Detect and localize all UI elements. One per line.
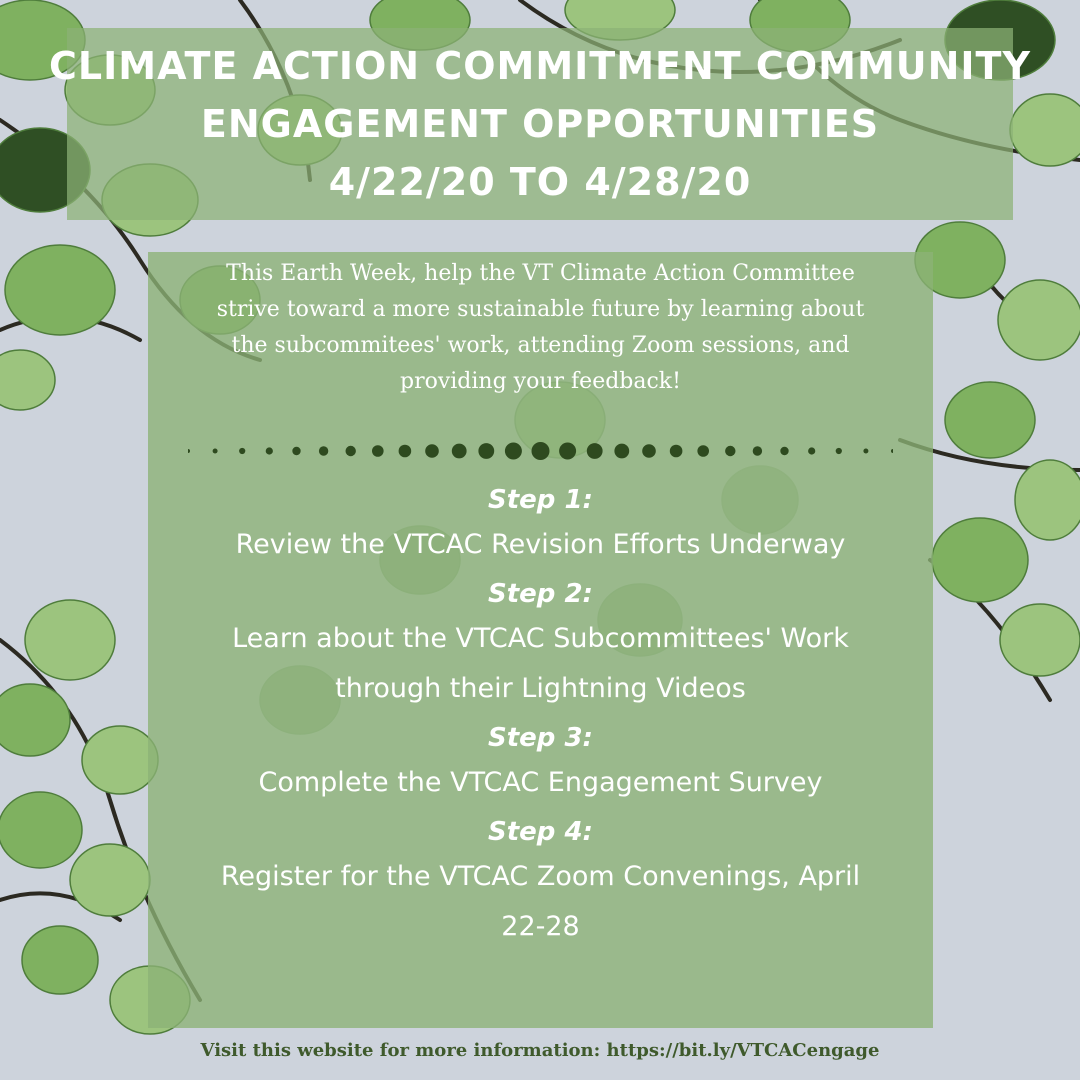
steps-list (148, 476, 933, 952)
divider-dot (319, 446, 328, 455)
footer-info: Visit this website for more information: https://bit.ly/VTCACengage (200, 1040, 880, 1061)
divider-dot (532, 442, 550, 460)
divider-dot (753, 446, 762, 455)
intro-line-2: strive toward a more sustainable future by learning about (216, 297, 865, 322)
step-3 (148, 718, 933, 808)
divider-dot (697, 445, 709, 457)
step-1-text-line-1: Review the VTCAC Revision Efforts Underway (235, 529, 846, 560)
intro-line-3: the subcommitees' work, attending Zoom sessions, and (231, 333, 850, 358)
step-4-label: Step 4: (488, 817, 593, 847)
step-2-text-line-2: through their Lightning Videos (335, 673, 746, 704)
intro-line-1: This Earth Week, help the VT Climate Action Committee (226, 261, 855, 286)
divider-dot (559, 443, 576, 460)
divider-dot (372, 445, 384, 457)
title-banner (49, 28, 1031, 220)
intro-line-4: providing your feedback! (400, 369, 681, 394)
step-3-text-line-1: Complete the VTCAC Engagement Survey (258, 767, 823, 798)
title-line-1: CLIMATE ACTION COMMITMENT COMMUNITY (49, 44, 1031, 88)
divider-dot (478, 443, 494, 459)
divider-dot (836, 448, 842, 454)
divider-dot (642, 444, 656, 458)
step-4 (148, 812, 933, 952)
divider-dot (425, 444, 439, 458)
step-1 (148, 480, 933, 570)
title-line-2: ENGAGEMENT OPPORTUNITIES (200, 102, 880, 146)
title-line-3: 4/22/20 TO 4/28/20 (328, 160, 752, 204)
step-3-label: Step 3: (488, 723, 593, 753)
divider-dot (213, 449, 218, 454)
divider-dot (725, 446, 735, 456)
step-1-label: Step 1: (488, 485, 593, 515)
content-panel (148, 252, 933, 1028)
divider-dot (292, 447, 300, 455)
divider-dot (891, 449, 893, 453)
divider-dot (670, 445, 683, 458)
step-2 (148, 574, 933, 714)
divider-dot (346, 446, 356, 456)
divider-dot (188, 449, 190, 453)
divider-dot (780, 447, 788, 455)
divider-dot (505, 443, 522, 460)
divider-dot (614, 444, 629, 459)
divider-dot (239, 448, 245, 454)
step-4-text-line-2: 22-28 (501, 911, 580, 942)
divider-dot (587, 443, 603, 459)
divider-dot (863, 449, 868, 454)
intro-text (148, 256, 933, 400)
step-4-text-line-1: Register for the VTCAC Zoom Convenings, April (220, 861, 861, 892)
divider-dot (266, 447, 273, 454)
divider-dot (808, 447, 815, 454)
divider-dot (399, 445, 412, 458)
divider-dot (452, 444, 467, 459)
step-2-label: Step 2: (488, 579, 593, 609)
dotted-divider (188, 438, 893, 464)
step-2-text-line-1: Learn about the VTCAC Subcommittees' Work (232, 623, 849, 654)
